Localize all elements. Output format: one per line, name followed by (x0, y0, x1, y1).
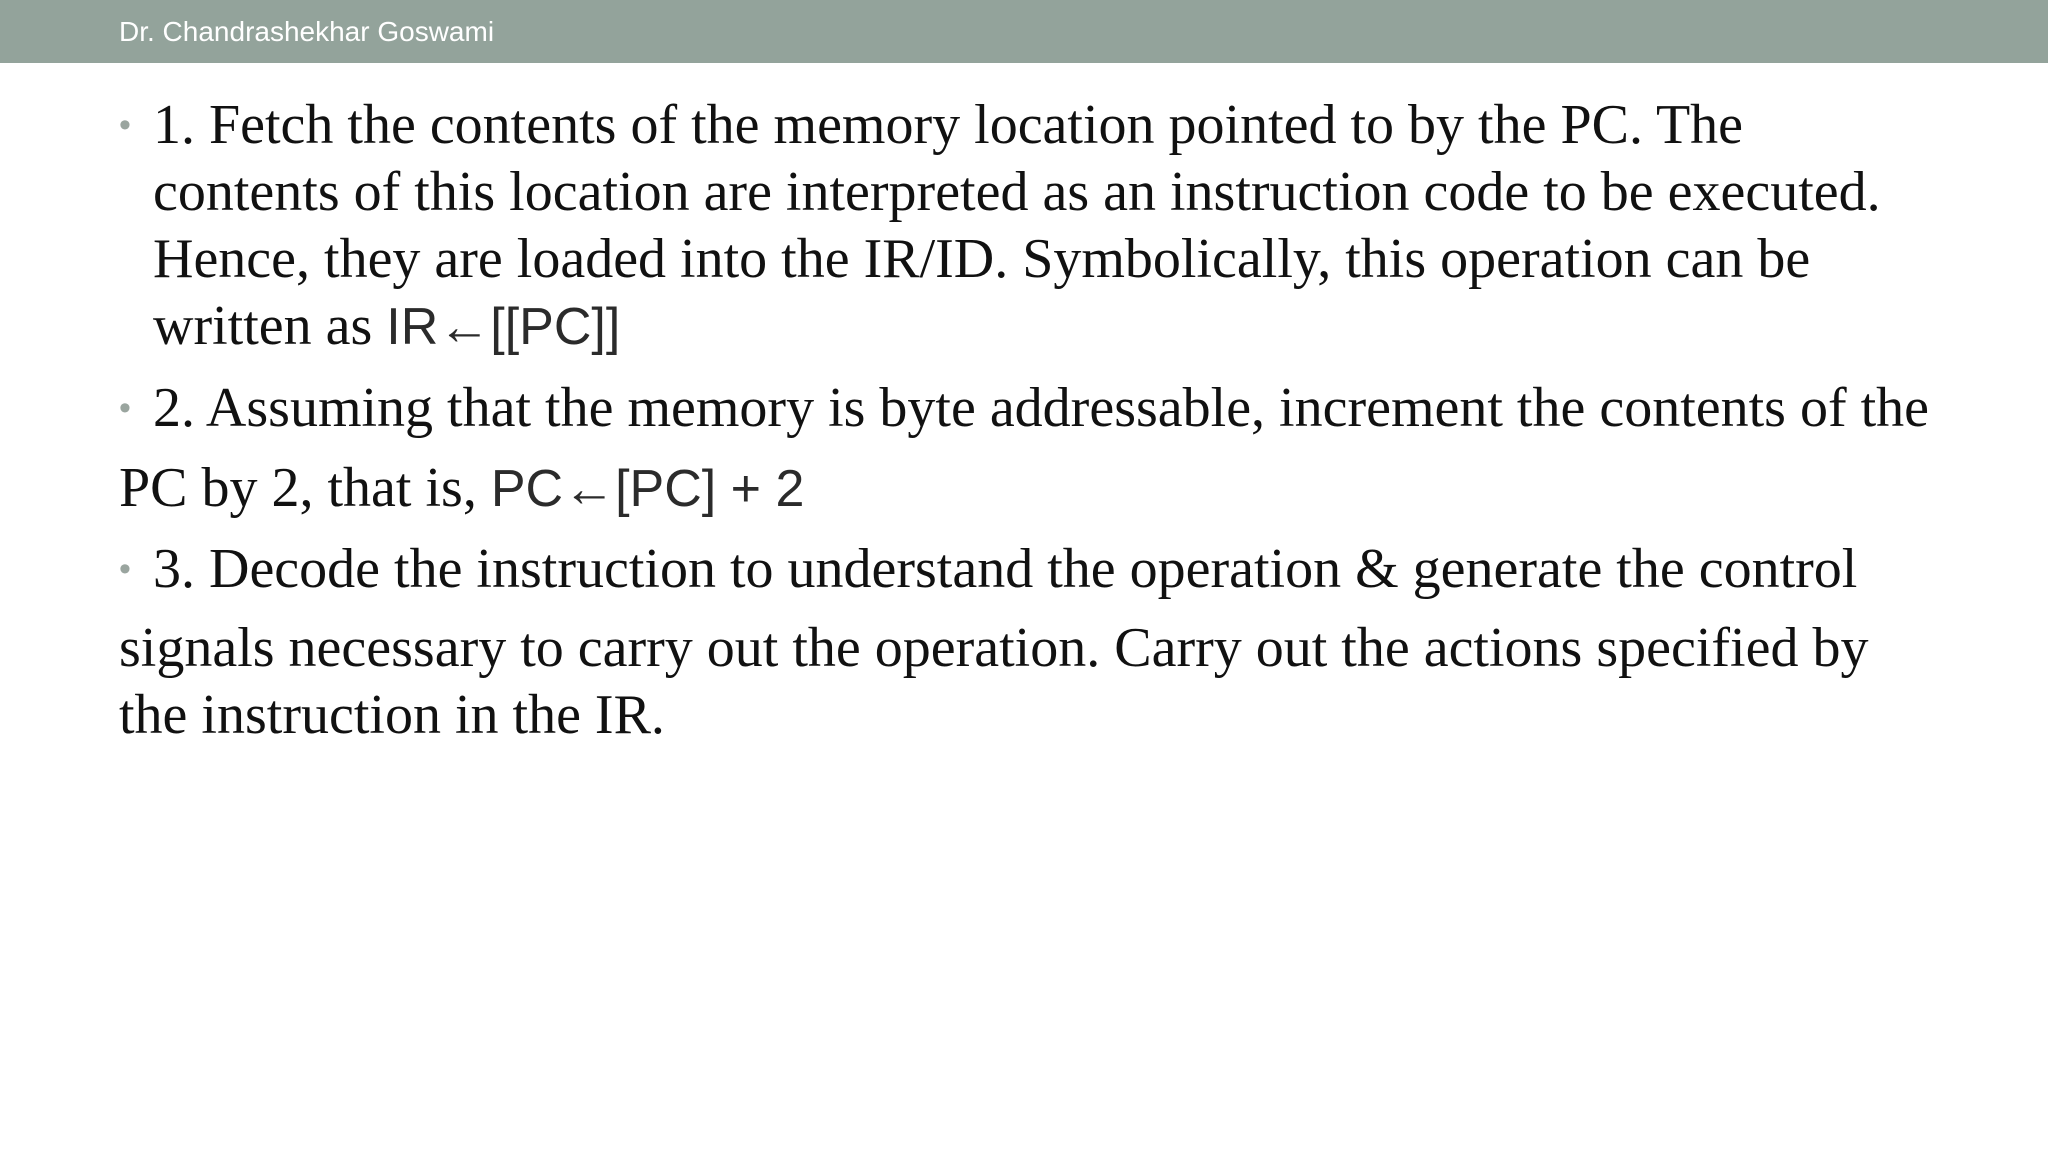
bullet-2-line1: 2. Assuming that the memory is byte addressable, increment the contents of the (153, 377, 1930, 439)
bullet-3-line1: 3. Decode the instruction to understand the operation & generate the control (153, 538, 1858, 600)
bullet-dot-icon: • (119, 389, 131, 427)
slide-content (119, 92, 1939, 749)
bullet-2-formula: PC←[PC] + 2 (490, 460, 805, 518)
bullet-item-2 (119, 375, 1939, 442)
bullet-2-line2: PC by 2, that is, (119, 457, 491, 519)
bullet-item-3 (119, 536, 1939, 603)
bullet-dot-icon: • (119, 106, 131, 144)
bullet-item-1 (119, 92, 1939, 361)
bullet-2-continuation (119, 455, 1939, 523)
bullet-3-line2: signals necessary to carry out the operation. Carry out the actions specified by the instruction in the IR. (119, 617, 1869, 746)
bullet-dot-icon: • (119, 550, 131, 588)
bullet-3-continuation (119, 615, 1939, 749)
bullet-1-formula: IR←[[PC]] (386, 298, 621, 356)
bullet-1-text: 1. Fetch the contents of the memory location pointed to by the PC. The contents of this location are interpreted as an instruction code to be executed. Hence, they are loaded into the IR/ID. Symbolically, this operation can be written as (153, 94, 1881, 357)
header-bar (0, 0, 2048, 63)
header-author: Dr. Chandrashekhar Goswami (119, 16, 495, 47)
